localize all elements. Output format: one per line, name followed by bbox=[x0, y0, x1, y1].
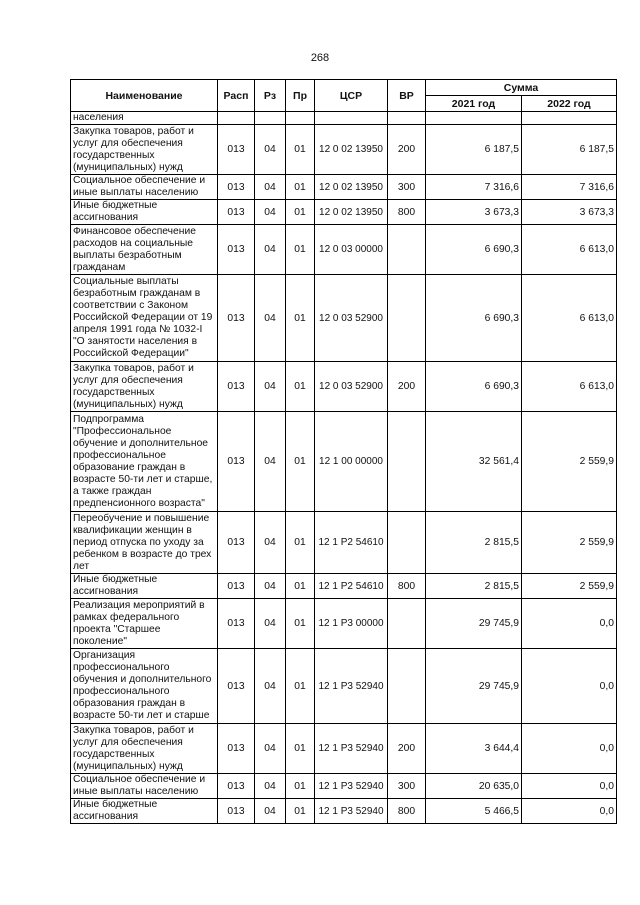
cell-pr: 01 bbox=[286, 799, 315, 824]
cell-2021: 2 815,5 bbox=[426, 574, 522, 599]
cell-csr: 12 1 P3 52940 bbox=[315, 799, 388, 824]
cell-2022: 7 316,6 bbox=[522, 175, 617, 200]
cell-name: Подпрограмма "Профессиональное обучение и дополнительное профессиональное образование граждан в возрасте 50-ти лет и старше, а также граждан предпенсионного возраста" bbox=[71, 412, 218, 512]
cell-2021: 6 187,5 bbox=[426, 125, 522, 175]
cell-pr: 01 bbox=[286, 512, 315, 574]
table-row bbox=[71, 774, 617, 799]
cell-pr: 01 bbox=[286, 649, 315, 724]
cell-csr: 12 1 P3 52940 bbox=[315, 774, 388, 799]
cell-2021: 6 690,3 bbox=[426, 225, 522, 275]
budget-table bbox=[70, 79, 617, 824]
cell-2021: 3 644,4 bbox=[426, 724, 522, 774]
cell-pr: 01 bbox=[286, 225, 315, 275]
cell-rasp: 013 bbox=[218, 512, 255, 574]
cell-rasp bbox=[218, 112, 255, 125]
cell-2022: 0,0 bbox=[522, 724, 617, 774]
cell-rz: 04 bbox=[255, 512, 286, 574]
cell-2021: 3 673,3 bbox=[426, 200, 522, 225]
cell-pr: 01 bbox=[286, 412, 315, 512]
cell-pr: 01 bbox=[286, 362, 315, 412]
cell-vr: 300 bbox=[388, 774, 426, 799]
cell-name: Социальное обеспечение и иные выплаты населению bbox=[71, 774, 218, 799]
cell-name: Социальные выплаты безработным гражданам в соответствии с Законом Российской Федерации от 19 апреля 1991 года № 1032-I "О занятости населения в Российской Федерации" bbox=[71, 275, 218, 362]
cell-name: Переобучение и повышение квалификации женщин в период отпуска по уходу за ребенком в возрасте до трех лет bbox=[71, 512, 218, 574]
cell-vr: 200 bbox=[388, 362, 426, 412]
cell-rasp: 013 bbox=[218, 649, 255, 724]
cell-rasp: 013 bbox=[218, 275, 255, 362]
cell-rz: 04 bbox=[255, 599, 286, 649]
cell-2021 bbox=[426, 112, 522, 125]
cell-vr: 200 bbox=[388, 125, 426, 175]
table-row bbox=[71, 599, 617, 649]
cell-csr: 12 0 03 52900 bbox=[315, 362, 388, 412]
cell-rasp: 013 bbox=[218, 225, 255, 275]
cell-csr: 12 1 P3 00000 bbox=[315, 599, 388, 649]
cell-name: Иные бюджетные ассигнования bbox=[71, 200, 218, 225]
cell-pr: 01 bbox=[286, 724, 315, 774]
cell-vr bbox=[388, 112, 426, 125]
cell-pr: 01 bbox=[286, 125, 315, 175]
table-row bbox=[71, 574, 617, 599]
cell-rasp: 013 bbox=[218, 724, 255, 774]
cell-name: Организация профессионального обучения и дополнительного профессионального образования граждан в возрасте 50-ти лет и старше bbox=[71, 649, 218, 724]
cell-name: Финансовое обеспечение расходов на социальные выплаты безработным гражданам bbox=[71, 225, 218, 275]
cell-2021: 7 316,6 bbox=[426, 175, 522, 200]
cell-vr: 800 bbox=[388, 799, 426, 824]
cell-2022: 0,0 bbox=[522, 774, 617, 799]
cell-name: Закупка товаров, работ и услуг для обеспечения государственных (муниципальных) нужд bbox=[71, 125, 218, 175]
cell-vr bbox=[388, 649, 426, 724]
table-row bbox=[71, 200, 617, 225]
cell-2022: 0,0 bbox=[522, 799, 617, 824]
cell-csr: 12 1 P3 52940 bbox=[315, 649, 388, 724]
header-rasp: Расп bbox=[218, 80, 255, 112]
cell-2021: 29 745,9 bbox=[426, 599, 522, 649]
cell-pr: 01 bbox=[286, 774, 315, 799]
cell-2021: 29 745,9 bbox=[426, 649, 522, 724]
header-sum: Сумма bbox=[426, 80, 617, 96]
cell-rz: 04 bbox=[255, 362, 286, 412]
table-row bbox=[71, 362, 617, 412]
cell-2021: 6 690,3 bbox=[426, 275, 522, 362]
table-row bbox=[71, 125, 617, 175]
header-rz: Рз bbox=[255, 80, 286, 112]
cell-csr: 12 0 03 00000 bbox=[315, 225, 388, 275]
table-row bbox=[71, 512, 617, 574]
cell-rasp: 013 bbox=[218, 774, 255, 799]
table-row bbox=[71, 275, 617, 362]
table-row bbox=[71, 112, 617, 125]
header-pr: Пр bbox=[286, 80, 315, 112]
cell-name: Социальное обеспечение и иные выплаты населению bbox=[71, 175, 218, 200]
cell-2022: 2 559,9 bbox=[522, 412, 617, 512]
cell-rz: 04 bbox=[255, 649, 286, 724]
cell-name: Реализация мероприятий в рамках федерального проекта "Старшее поколение" bbox=[71, 599, 218, 649]
cell-name: Иные бюджетные ассигнования bbox=[71, 574, 218, 599]
cell-rasp: 013 bbox=[218, 175, 255, 200]
cell-csr: 12 1 00 00000 bbox=[315, 412, 388, 512]
cell-rz: 04 bbox=[255, 275, 286, 362]
table-body bbox=[71, 112, 617, 824]
cell-csr: 12 0 02 13950 bbox=[315, 200, 388, 225]
cell-vr: 800 bbox=[388, 574, 426, 599]
header-csr: ЦСР bbox=[315, 80, 388, 112]
cell-2022: 2 559,9 bbox=[522, 512, 617, 574]
cell-rasp: 013 bbox=[218, 200, 255, 225]
table-row bbox=[71, 724, 617, 774]
header-2021: 2021 год bbox=[426, 96, 522, 112]
cell-rasp: 013 bbox=[218, 125, 255, 175]
cell-rasp: 013 bbox=[218, 799, 255, 824]
cell-pr: 01 bbox=[286, 574, 315, 599]
cell-rz: 04 bbox=[255, 175, 286, 200]
cell-pr: 01 bbox=[286, 599, 315, 649]
cell-csr: 12 1 P2 54610 bbox=[315, 512, 388, 574]
cell-rasp: 013 bbox=[218, 412, 255, 512]
cell-rasp: 013 bbox=[218, 599, 255, 649]
cell-2022: 6 613,0 bbox=[522, 362, 617, 412]
cell-name: Закупка товаров, работ и услуг для обеспечения государственных (муниципальных) нужд bbox=[71, 724, 218, 774]
cell-csr: 12 0 02 13950 bbox=[315, 175, 388, 200]
cell-vr bbox=[388, 599, 426, 649]
cell-rz: 04 bbox=[255, 774, 286, 799]
cell-2022: 6 187,5 bbox=[522, 125, 617, 175]
page-number: 268 bbox=[310, 52, 330, 64]
cell-csr: 12 1 P3 52940 bbox=[315, 724, 388, 774]
header-2022: 2022 год bbox=[522, 96, 617, 112]
cell-2022: 2 559,9 bbox=[522, 574, 617, 599]
cell-rz: 04 bbox=[255, 724, 286, 774]
table-row bbox=[71, 175, 617, 200]
cell-2021: 32 561,4 bbox=[426, 412, 522, 512]
cell-rz: 04 bbox=[255, 200, 286, 225]
cell-rasp: 013 bbox=[218, 574, 255, 599]
cell-vr bbox=[388, 512, 426, 574]
cell-rz bbox=[255, 112, 286, 125]
cell-rz: 04 bbox=[255, 225, 286, 275]
cell-2022 bbox=[522, 112, 617, 125]
cell-2021: 2 815,5 bbox=[426, 512, 522, 574]
cell-name: Закупка товаров, работ и услуг для обеспечения государственных (муниципальных) нужд bbox=[71, 362, 218, 412]
cell-name: Иные бюджетные ассигнования bbox=[71, 799, 218, 824]
cell-pr: 01 bbox=[286, 275, 315, 362]
header-name: Наименование bbox=[71, 80, 218, 112]
cell-2022: 0,0 bbox=[522, 649, 617, 724]
cell-2022: 0,0 bbox=[522, 599, 617, 649]
cell-vr bbox=[388, 412, 426, 512]
cell-pr bbox=[286, 112, 315, 125]
table-row bbox=[71, 799, 617, 824]
cell-csr: 12 0 03 52900 bbox=[315, 275, 388, 362]
cell-vr bbox=[388, 275, 426, 362]
cell-rasp: 013 bbox=[218, 362, 255, 412]
cell-rz: 04 bbox=[255, 574, 286, 599]
cell-pr: 01 bbox=[286, 200, 315, 225]
cell-2021: 5 466,5 bbox=[426, 799, 522, 824]
cell-csr bbox=[315, 112, 388, 125]
cell-vr: 800 bbox=[388, 200, 426, 225]
table-row bbox=[71, 225, 617, 275]
cell-2022: 6 613,0 bbox=[522, 275, 617, 362]
cell-pr: 01 bbox=[286, 175, 315, 200]
table-row bbox=[71, 412, 617, 512]
cell-rz: 04 bbox=[255, 799, 286, 824]
cell-2022: 6 613,0 bbox=[522, 225, 617, 275]
header-vr: ВР bbox=[388, 80, 426, 112]
cell-csr: 12 0 02 13950 bbox=[315, 125, 388, 175]
cell-2021: 6 690,3 bbox=[426, 362, 522, 412]
header-row bbox=[71, 80, 617, 96]
cell-2021: 20 635,0 bbox=[426, 774, 522, 799]
table-row bbox=[71, 649, 617, 724]
cell-vr bbox=[388, 225, 426, 275]
cell-2022: 3 673,3 bbox=[522, 200, 617, 225]
cell-vr: 200 bbox=[388, 724, 426, 774]
cell-rz: 04 bbox=[255, 412, 286, 512]
cell-name: населения bbox=[71, 112, 218, 125]
cell-csr: 12 1 P2 54610 bbox=[315, 574, 388, 599]
cell-rz: 04 bbox=[255, 125, 286, 175]
cell-vr: 300 bbox=[388, 175, 426, 200]
